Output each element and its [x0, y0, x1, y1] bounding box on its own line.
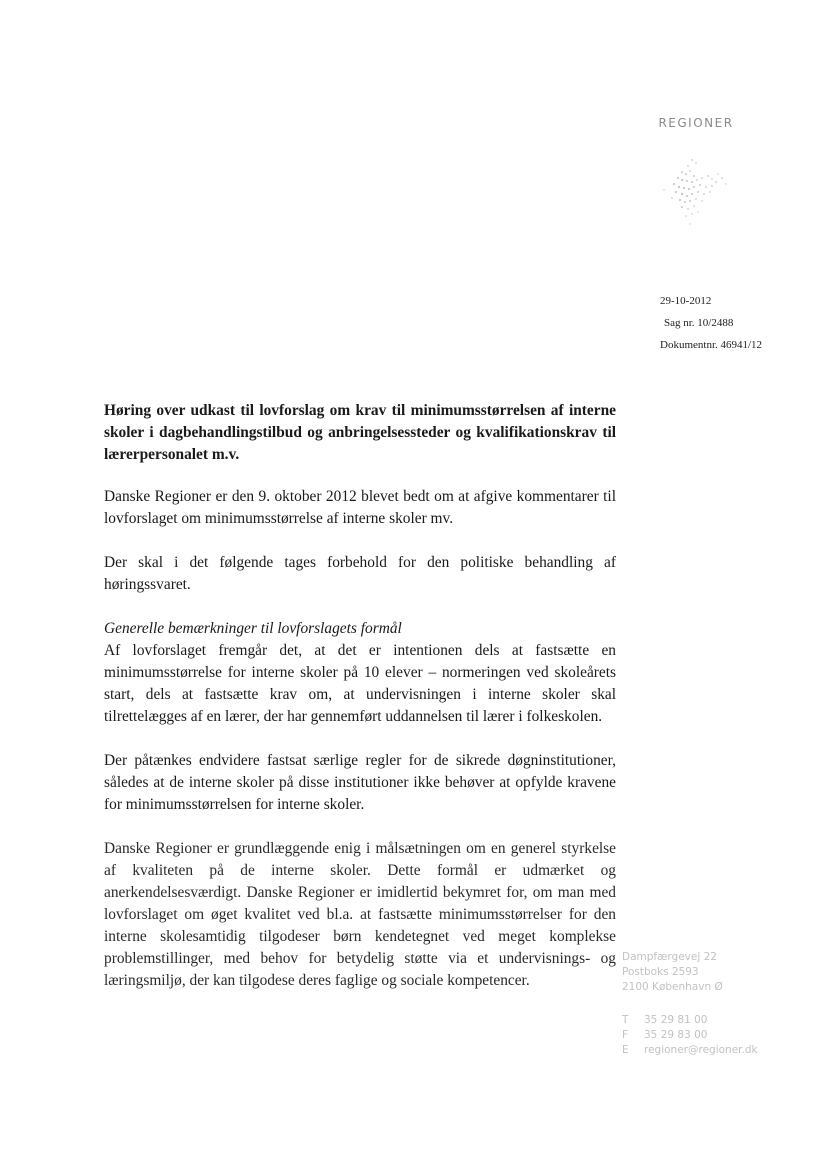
section-heading: Generelle bemærkninger til lovforslagets formål [104, 620, 402, 637]
regions-dotted-map-icon [652, 154, 742, 234]
address-street: Dampfærgevej 22 [622, 951, 717, 963]
regioner-logo [640, 116, 780, 130]
logo-text: REGIONER [658, 116, 734, 130]
document-metadata [660, 290, 762, 356]
letter-title: Høring over udkast til lovforslag om krav til minimumsstørrelsen af interne skoler i dagbehandlingstilbud og anbringelsessteder og kvalifikationskrav til lærerpersonalet m.v. [104, 402, 616, 463]
fax-number: 35 29 83 00 [644, 1029, 708, 1041]
paragraph-reservation: Der skal i det følgende tages forbehold for den politiske behandling af høringssvaret. [104, 554, 616, 593]
document-date: 29-10-2012 [660, 295, 712, 307]
email-address: regioner@regioner.dk [644, 1044, 758, 1056]
address-email [622, 1043, 758, 1058]
address-pobox: Postboks 2593 [622, 966, 699, 978]
fax-label: F [622, 1029, 629, 1041]
phone-number: 35 29 81 00 [644, 1014, 708, 1026]
letter-body [104, 400, 616, 1014]
address-fax [622, 1028, 758, 1043]
paragraph-purpose: Af lovforslaget fremgår det, at det er intentionen dels at fastsætte en minimumsstørrelse for interne skoler på 10 elever – normeringen ved skoleårets start, dels at fastsætte krav om, at undervisningen i interne skoler skal tilrettelægges af en lærer, der har gennemført uddannelsen til lærer i folkeskolen. [104, 642, 616, 725]
phone-label: T [622, 1014, 629, 1026]
paragraph-special-rules: Der påtænkes endvidere fastsat særlige regler for de sikrede døgninstitutioner, således at de interne skoler på disse institutioner ikke behøver at opfylde kravene for minimumsstørrelsen for interne skoler. [104, 752, 616, 813]
case-number: Sag nr. 10/2488 [664, 317, 734, 329]
address-phone [622, 1013, 758, 1028]
sender-address [622, 950, 758, 1058]
document-number: Dokumentnr. 46941/12 [660, 339, 763, 351]
email-label: E [622, 1044, 629, 1056]
paragraph-concern: Danske Regioner er grundlæggende enig i målsætningen om en generel styrkelse af kvaliteten på de interne skoler. Dette formål er udmærket og anerkendelsesværdigt. Danske Regioner er imidlertid bekymret for, om man med lovforslaget om øget kvalitet ved bl.a. at fastsætte minimumsstørrelser for den interne skolesamtidig tilgodeser børn kendetegnet ved meget komplekse problemstillinger, med behov for betydelig støtte via et undervisnings- og læringsmiljø, der kan tilgodese deres faglige og sociale kompetencer. [104, 840, 616, 989]
paragraph-intro: Danske Regioner er den 9. oktober 2012 blevet bedt om at afgive kommentarer til lovforslaget om minimumsstørrelse af interne skoler mv. [104, 488, 616, 527]
address-city: 2100 København Ø [622, 981, 723, 993]
